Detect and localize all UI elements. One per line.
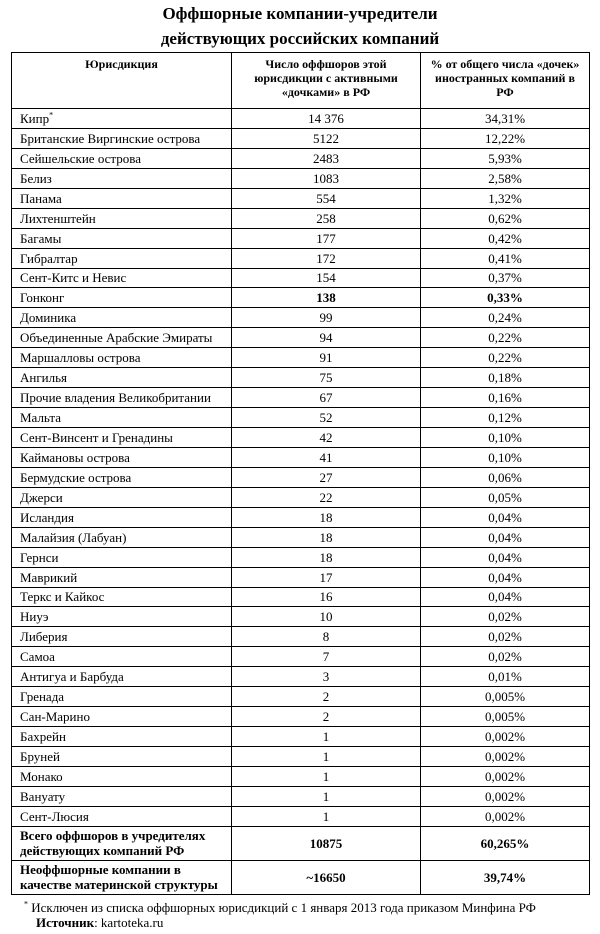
jurisdiction-name: Бермудские острова — [20, 469, 132, 485]
total-label-cell: Неоффшорные компании в качестве материнской структуры — [12, 860, 232, 894]
table-header-row — [12, 53, 590, 109]
count-cell: 177 — [232, 228, 421, 248]
count-cell: 91 — [232, 348, 421, 368]
count-cell: 2483 — [232, 148, 421, 168]
source-value: : kartoteka.ru — [94, 915, 164, 930]
count-cell: 154 — [232, 268, 421, 288]
table-row — [12, 667, 590, 687]
table-row — [12, 148, 590, 168]
jurisdiction-name: Кипр — [20, 110, 50, 126]
jurisdiction-name: Самоа — [20, 649, 55, 665]
percent-cell: 0,33% — [421, 288, 590, 308]
count-cell: 18 — [232, 527, 421, 547]
table-row — [12, 348, 590, 368]
count-cell: 2 — [232, 707, 421, 727]
jurisdiction-name: Панама — [20, 190, 62, 206]
jurisdiction-name: Гернси — [20, 549, 59, 565]
jurisdiction-name: Сент-Винсент и Гренадины — [20, 429, 173, 445]
footnote-source — [24, 915, 536, 930]
jurisdiction-cell — [12, 168, 232, 188]
title-line-2: действующих российских компаний — [160, 29, 440, 48]
footnote-mark: * — [24, 899, 28, 909]
table-row — [12, 368, 590, 388]
table-row — [12, 208, 590, 228]
jurisdiction-name: Маршалловы острова — [20, 350, 141, 366]
jurisdiction-name: Джерси — [20, 489, 63, 505]
jurisdiction-name: Антигуа и Барбуда — [20, 669, 124, 685]
table-row — [12, 308, 590, 328]
total-percent-cell: 60,265% — [421, 826, 590, 860]
footnote-text: Исключен из списка оффшорных юрисдикций с 1 января 2013 года приказом Минфина РФ — [31, 900, 536, 915]
jurisdiction-name: Гренада — [20, 689, 65, 705]
jurisdiction-cell — [12, 487, 232, 507]
jurisdiction-name: Мальта — [20, 410, 61, 426]
jurisdiction-name: Исландия — [20, 509, 74, 525]
table-row — [12, 547, 590, 567]
header-percent: % от общего числа «дочек» иностранных компаний в РФ — [421, 53, 590, 109]
percent-cell: 5,93% — [421, 148, 590, 168]
jurisdiction-name: Лихтенштейн — [20, 210, 96, 226]
count-cell: 18 — [232, 507, 421, 527]
jurisdiction-cell — [12, 408, 232, 428]
jurisdiction-cell — [12, 368, 232, 388]
jurisdiction-name: Багамы — [20, 230, 62, 246]
count-cell: 2 — [232, 687, 421, 707]
count-cell: 554 — [232, 188, 421, 208]
table-row — [12, 687, 590, 707]
table-row — [12, 747, 590, 767]
table-row — [12, 388, 590, 408]
percent-cell: 0,04% — [421, 567, 590, 587]
jurisdiction-cell — [12, 507, 232, 527]
jurisdiction-name: Монако — [20, 768, 63, 784]
count-cell: 5122 — [232, 128, 421, 148]
jurisdiction-cell — [12, 667, 232, 687]
jurisdiction-cell — [12, 786, 232, 806]
table-row — [12, 766, 590, 786]
percent-cell: 0,24% — [421, 308, 590, 328]
count-cell: 1 — [232, 806, 421, 826]
table-row — [12, 328, 590, 348]
percent-cell: 0,18% — [421, 368, 590, 388]
jurisdiction-name: Сан-Марино — [20, 709, 90, 725]
jurisdiction-cell — [12, 647, 232, 667]
count-cell: 22 — [232, 487, 421, 507]
total-count-cell: ~16650 — [232, 860, 421, 894]
jurisdiction-name: Белиз — [20, 170, 52, 186]
table-body — [12, 109, 590, 895]
jurisdiction-cell — [12, 567, 232, 587]
percent-cell: 0,05% — [421, 487, 590, 507]
percent-cell: 0,002% — [421, 766, 590, 786]
jurisdiction-cell — [12, 208, 232, 228]
count-cell: 258 — [232, 208, 421, 228]
jurisdiction-cell — [12, 607, 232, 627]
percent-cell: 1,32% — [421, 188, 590, 208]
table-row — [12, 786, 590, 806]
percent-cell: 0,42% — [421, 228, 590, 248]
percent-cell: 34,31% — [421, 109, 590, 129]
jurisdiction-cell — [12, 687, 232, 707]
count-cell: 8 — [232, 627, 421, 647]
percent-cell: 0,12% — [421, 408, 590, 428]
count-cell: 52 — [232, 408, 421, 428]
jurisdiction-cell — [12, 527, 232, 547]
percent-cell: 0,02% — [421, 607, 590, 627]
table-row — [12, 607, 590, 627]
table-row — [12, 447, 590, 467]
count-cell: 42 — [232, 428, 421, 448]
table-row — [12, 647, 590, 667]
jurisdiction-cell — [12, 627, 232, 647]
jurisdiction-name: Объединенные Арабские Эмираты — [20, 330, 213, 346]
table-row — [12, 527, 590, 547]
total-label-cell: Всего оффшоров в учредителях действующих компаний РФ — [12, 826, 232, 860]
table-row — [12, 587, 590, 607]
title-line-1: Оффшорные компании-учредители — [162, 4, 438, 23]
jurisdiction-name: Сент-Люсия — [20, 808, 89, 824]
percent-cell: 0,10% — [421, 428, 590, 448]
table-row — [12, 727, 590, 747]
jurisdiction-cell — [12, 727, 232, 747]
table-row — [12, 288, 590, 308]
table-row — [12, 268, 590, 288]
count-cell: 17 — [232, 567, 421, 587]
count-cell: 41 — [232, 447, 421, 467]
count-cell: 3 — [232, 667, 421, 687]
table-row — [12, 467, 590, 487]
jurisdiction-cell — [12, 288, 232, 308]
jurisdiction-name: Каймановы острова — [20, 449, 130, 465]
jurisdiction-cell — [12, 766, 232, 786]
percent-cell: 0,37% — [421, 268, 590, 288]
header-count: Число оффшоров этой юрисдикции с активными «дочками» в РФ — [232, 53, 421, 109]
count-cell: 27 — [232, 467, 421, 487]
count-cell: 14 376 — [232, 109, 421, 129]
jurisdiction-name: Маврикий — [20, 569, 78, 585]
jurisdiction-cell — [12, 428, 232, 448]
percent-cell: 0,41% — [421, 248, 590, 268]
jurisdiction-name: Сейшельские острова — [20, 150, 141, 166]
percent-cell: 0,06% — [421, 467, 590, 487]
count-cell: 172 — [232, 248, 421, 268]
jurisdiction-name: Сент-Китс и Невис — [20, 270, 127, 286]
count-cell: 1 — [232, 766, 421, 786]
jurisdiction-cell — [12, 308, 232, 328]
count-cell: 16 — [232, 587, 421, 607]
count-cell: 67 — [232, 388, 421, 408]
table-row — [12, 128, 590, 148]
percent-cell: 0,02% — [421, 647, 590, 667]
count-cell: 99 — [232, 308, 421, 328]
percent-cell: 0,04% — [421, 587, 590, 607]
percent-cell: 0,22% — [421, 348, 590, 368]
jurisdiction-name: Ниуэ — [20, 609, 49, 625]
percent-cell: 0,04% — [421, 527, 590, 547]
percent-cell: 0,04% — [421, 507, 590, 527]
table-row — [12, 627, 590, 647]
page-title — [0, 0, 600, 51]
jurisdiction-cell — [12, 467, 232, 487]
count-cell: 94 — [232, 328, 421, 348]
footnote — [24, 900, 536, 930]
percent-cell: 0,02% — [421, 627, 590, 647]
table-row — [12, 567, 590, 587]
jurisdiction-cell — [12, 348, 232, 368]
offshore-table — [11, 52, 590, 895]
jurisdiction-cell — [12, 109, 232, 129]
jurisdiction-name: Британские Виргинские острова — [20, 130, 201, 146]
count-cell: 10 — [232, 607, 421, 627]
jurisdiction-cell — [12, 707, 232, 727]
jurisdiction-cell — [12, 188, 232, 208]
count-cell: 7 — [232, 647, 421, 667]
percent-cell: 0,002% — [421, 727, 590, 747]
percent-cell: 0,62% — [421, 208, 590, 228]
count-cell: 18 — [232, 547, 421, 567]
percent-cell: 0,01% — [421, 667, 590, 687]
count-cell: 75 — [232, 368, 421, 388]
count-cell: 1 — [232, 747, 421, 767]
jurisdiction-cell — [12, 228, 232, 248]
jurisdiction-name: Теркс и Кайкос — [20, 589, 105, 605]
percent-cell: 2,58% — [421, 168, 590, 188]
percent-cell: 0,005% — [421, 687, 590, 707]
percent-cell: 0,002% — [421, 806, 590, 826]
table-row — [12, 228, 590, 248]
header-jurisdiction: Юрисдикция — [12, 53, 232, 109]
jurisdiction-name: Либерия — [20, 629, 68, 645]
percent-cell: 0,005% — [421, 707, 590, 727]
percent-cell: 0,22% — [421, 328, 590, 348]
table-row — [12, 428, 590, 448]
source-label: Источник — [36, 915, 95, 930]
jurisdiction-name: Вануату — [20, 788, 66, 804]
table-row — [12, 248, 590, 268]
jurisdiction-cell — [12, 148, 232, 168]
percent-cell: 12,22% — [421, 128, 590, 148]
percent-cell: 0,002% — [421, 786, 590, 806]
total-percent-cell: 39,74% — [421, 860, 590, 894]
table-row — [12, 707, 590, 727]
total-row — [12, 860, 590, 894]
jurisdiction-cell — [12, 747, 232, 767]
jurisdiction-name: Прочие владения Великобритании — [20, 390, 211, 406]
jurisdiction-cell — [12, 268, 232, 288]
percent-cell: 0,002% — [421, 747, 590, 767]
table-row — [12, 408, 590, 428]
table-row — [12, 168, 590, 188]
table-row — [12, 109, 590, 129]
count-cell: 1 — [232, 786, 421, 806]
jurisdiction-name: Гонконг — [20, 290, 65, 306]
table-row — [12, 507, 590, 527]
jurisdiction-cell — [12, 248, 232, 268]
jurisdiction-name: Гибралтар — [20, 250, 78, 266]
percent-cell: 0,04% — [421, 547, 590, 567]
jurisdiction-cell — [12, 128, 232, 148]
jurisdiction-cell — [12, 388, 232, 408]
count-cell: 1 — [232, 727, 421, 747]
total-count-cell: 10875 — [232, 826, 421, 860]
percent-cell: 0,10% — [421, 447, 590, 467]
jurisdiction-name: Доминика — [20, 310, 77, 326]
jurisdiction-name: Малайзия (Лабуан) — [20, 529, 127, 545]
jurisdiction-cell — [12, 547, 232, 567]
jurisdiction-cell — [12, 328, 232, 348]
table-row — [12, 806, 590, 826]
jurisdiction-cell — [12, 806, 232, 826]
count-cell: 1083 — [232, 168, 421, 188]
footnote-ref-mark: * — [49, 110, 54, 120]
count-cell: 138 — [232, 288, 421, 308]
jurisdiction-name: Ангилья — [20, 370, 68, 386]
percent-cell: 0,16% — [421, 388, 590, 408]
jurisdiction-cell — [12, 587, 232, 607]
jurisdiction-name: Бахрейн — [20, 729, 66, 745]
footnote-note — [24, 900, 536, 915]
jurisdiction-name: Бруней — [20, 748, 60, 764]
jurisdiction-cell — [12, 447, 232, 467]
total-row — [12, 826, 590, 860]
table-row — [12, 188, 590, 208]
table-row — [12, 487, 590, 507]
